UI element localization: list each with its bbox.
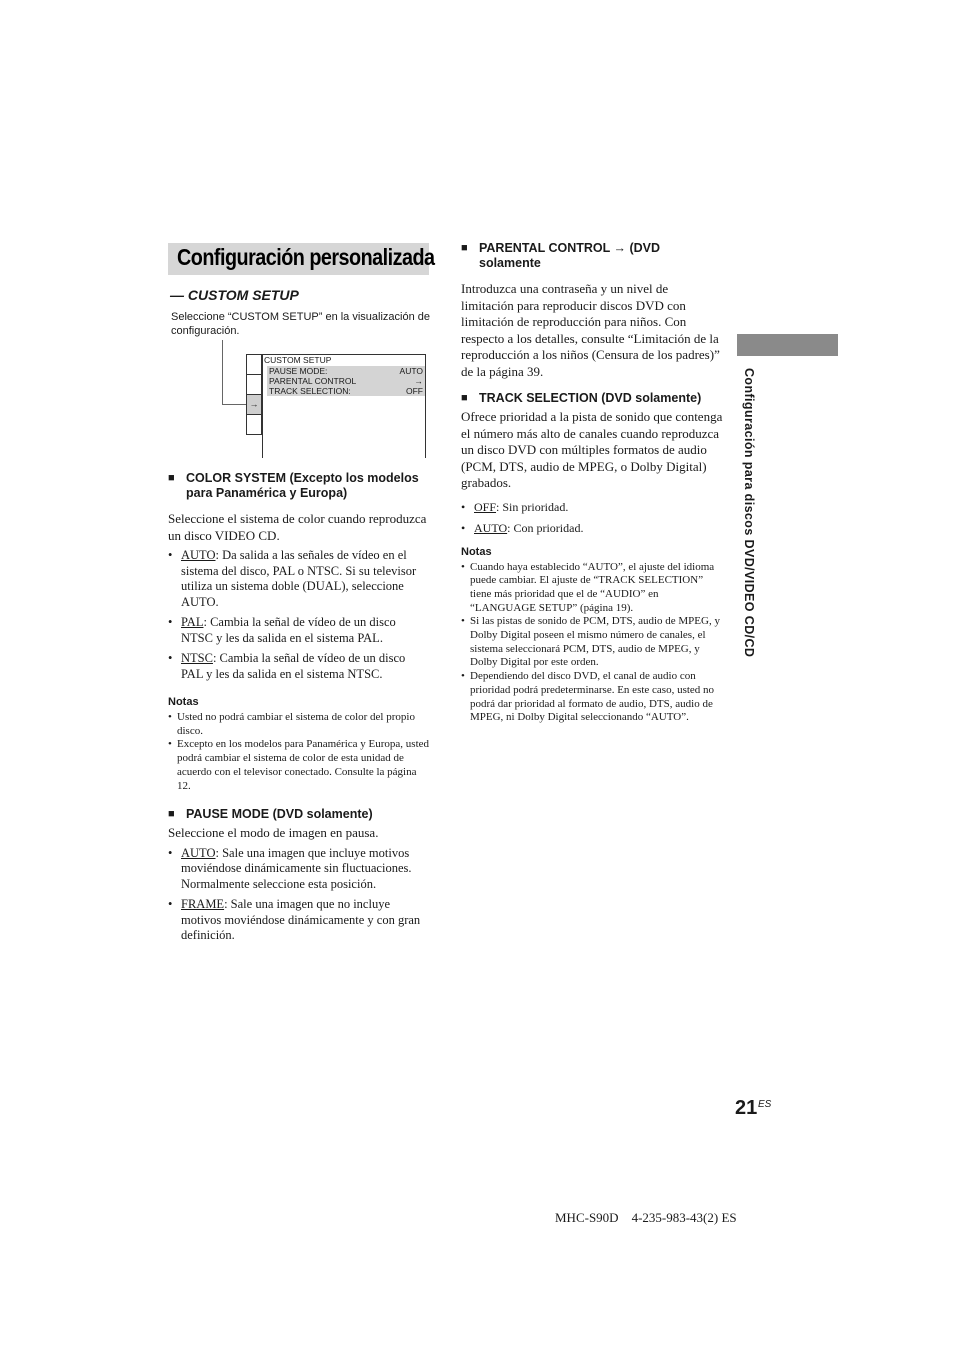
right-column [461, 241, 723, 725]
list-item: • AUTO: Sale una imagen que incluye motivos moviéndose dinámicamente sin fluctuaciones. Normalmente seleccione esta posición. [168, 845, 412, 891]
menu-row-value: AUTO [399, 366, 423, 376]
pause-mode-intro: Seleccione el modo de imagen en pausa. [168, 825, 379, 841]
menu-row-label: TRACK SELECTION: [269, 386, 351, 396]
menu-row [267, 366, 425, 376]
color-system-heading: ■ COLOR SYSTEM (Excepto los modelos para Panamérica y Europa) [168, 471, 419, 500]
track-selection-heading: ■ TRACK SELECTION (DVD solamente) [461, 391, 702, 405]
bullet-square-icon: ■ [461, 242, 468, 254]
menu-panel-rows [267, 366, 425, 396]
page-language-code: ES [758, 1099, 772, 1110]
bullet-square-icon: ■ [168, 472, 175, 484]
list-item: • FRAME: Sale una imagen que no incluye motivos moviéndose dinámicamente y con gran definición. [168, 897, 421, 943]
list-item: • AUTO: Con prioridad. [461, 520, 584, 535]
menu-row-label: PAUSE MODE: [269, 366, 328, 376]
menu-row-label: PARENTAL CONTROL [269, 376, 357, 386]
custom-setup-menu-panel [262, 354, 426, 458]
note-item: • Usted no podrá cambiar el sistema de color del propio disco. [168, 711, 415, 737]
pause-mode-options [168, 846, 430, 944]
menu-icon-cell [246, 414, 262, 435]
track-selection-notes [461, 561, 723, 725]
menu-panel-title: CUSTOM SETUP [264, 355, 332, 365]
list-item: • AUTO: Da salida a las señales de vídeo en el sistema del disco, PAL o NTSC. Si su televisor utiliza un sistema doble (DUAL), seleccione AUTO. [168, 548, 417, 609]
page-title: Configuración personalizada [177, 244, 435, 270]
side-section-label: Configuración para discos DVD/VIDEO CD/CD [742, 368, 756, 658]
track-selection-text: Ofrece prioridad a la pista de sonido que contenga el número más alto de canales cuando reproduzca un disco DVD con múltiples formatos de audio (PCM, DTS, audio de MPEG, o Dolby Digital) grabados. [461, 409, 723, 490]
footer-model-code: MHC-S90D 4-235-983-43(2) ES [555, 1210, 737, 1225]
note-item: • Cuando haya establecido “AUTO”, el ajuste del idioma puede cambiar. El ajuste de “TRACK SELECTION” tiene más prioridad que el de “AUDIO” en “LANGUAGE SETUP” (página 19). [461, 560, 715, 614]
menu-row [267, 386, 425, 396]
parental-control-heading: ■ PARENTAL CONTROL → (DVD solamente [461, 241, 661, 270]
list-item: • PAL: Cambia la señal de vídeo de un disco NTSC y les da salida en el sistema PAL. [168, 615, 396, 645]
color-system-notes [168, 711, 430, 793]
note-item: • Si las pistas de sonido de PCM, DTS, audio de MPEG, y Dolby Digital poseen el mismo número de canales, el sistema seleccionará PCM, DTS, audio de MPEG, y Dolby Digital por este orden. [461, 615, 720, 669]
page-number: 21 [735, 1097, 758, 1119]
menu-row-value: → [414, 376, 423, 386]
list-item: • OFF: Sin prioridad. [461, 499, 569, 514]
bullet-square-icon: ■ [168, 808, 175, 821]
section-side-tab [737, 334, 838, 356]
intro-text: Seleccione “CUSTOM SETUP” en la visualización de configuración. [171, 311, 431, 337]
color-system-intro: Seleccione el sistema de color cuando reproduzca un disco VIDEO CD. [168, 511, 427, 543]
color-system-options [168, 548, 430, 682]
note-item: • Excepto en los modelos para Panamérica y Europa, usted podrá cambiar el sistema de color de esta unidad de acuerdo con el televisor conectado. Consulte la página 12. [168, 738, 430, 792]
notes-title: Notas [168, 696, 199, 708]
menu-icon-cell [246, 354, 262, 375]
parental-control-text: Introduzca una contraseña y un nivel de limitación para reproducir discos DVD con limitación de reproducción para niños. Con respecto a los detalles, consulte “Limitación de la reproducción a los niños (Censura de los padres)” de la página 39. [461, 281, 720, 379]
track-selection-options [461, 500, 723, 536]
menu-row-value: OFF [406, 386, 423, 396]
notes-title: Notas [461, 545, 492, 558]
custom-setup-icon: → [246, 394, 262, 415]
pause-mode-heading: ■ PAUSE MODE (DVD solamente) [168, 807, 373, 822]
note-item: • Dependiendo del disco DVD, el canal de audio con prioridad podrá predeterminarse. En este caso, usted no podrá dar prioridad al formato de audio, DTS, audio de MPEG, ni Dolby Digital seleccionando “AUTO”. [461, 670, 715, 724]
list-item: • NTSC: Cambia la señal de vídeo de un disco PAL y les da salida en el sistema NTSC. [168, 651, 406, 681]
left-column [168, 471, 430, 948]
bullet-square-icon: ■ [461, 392, 468, 404]
section-subtitle: — CUSTOM SETUP [170, 287, 299, 303]
figure-connector-line [222, 340, 249, 405]
menu-icon-strip [246, 354, 262, 434]
menu-row [267, 376, 425, 386]
menu-icon-cell [246, 374, 262, 395]
